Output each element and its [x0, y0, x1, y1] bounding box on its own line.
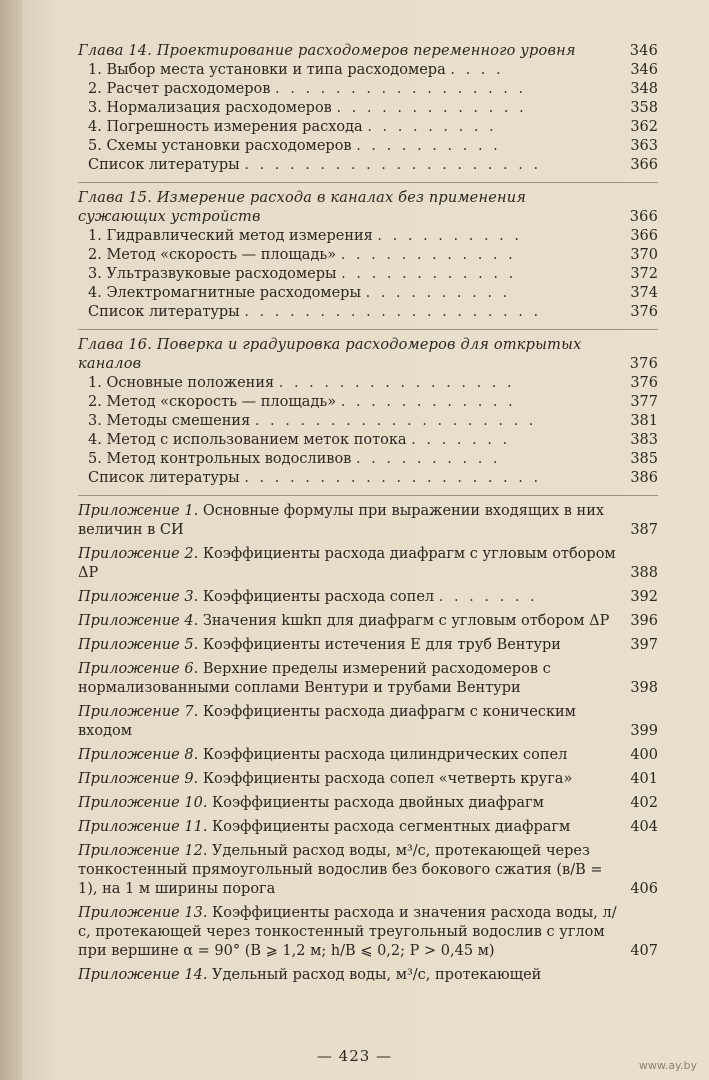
entry-text: 1. Гидравлический метод измерения	[88, 228, 373, 244]
entry-text: 3. Нормализация расходомеров	[88, 100, 332, 116]
appendix-text: Коэффициенты расхода сопел	[202, 589, 435, 605]
entry-page: 381	[630, 413, 658, 429]
appendix-text: Коэффициенты расхода двойных диафрагм	[212, 795, 544, 811]
appendix-label: Приложение 12.	[78, 843, 208, 859]
appendix-text: Основные формулы при выражении входящих в них величин в СИ	[78, 503, 605, 538]
appendix-label: Приложение 5.	[78, 637, 199, 653]
chapter-heading	[78, 336, 658, 374]
entry-page: 372	[630, 266, 658, 282]
toc-entry: 2. Метод «скорость — площадь» . . . . . . . . . . . . 377	[88, 394, 658, 410]
entry-page: 374	[630, 285, 658, 301]
toc-entry: 4. Погрешность измерения расхода . . . . . . . . . 362	[88, 119, 658, 135]
appendix-text: Значения kшkп для диафрагм с угловым отбором ΔP	[202, 613, 610, 629]
divider	[78, 329, 658, 330]
toc-entry: 2. Метод «скорость — площадь» . . . . . . . . . . . . 370	[88, 247, 658, 263]
appendix-text: Коэффициенты расхода сегментных диафрагм	[212, 819, 571, 835]
appendix-page: 392	[630, 589, 658, 605]
entry-text: 4. Электромагнитные расходомеры	[88, 285, 361, 301]
chapter-title: Глава 14. Проектирование расходомеров переменного уровня	[78, 43, 576, 59]
appendix-entry	[78, 904, 658, 961]
entry-page: 377	[630, 394, 658, 410]
entry-page: 385	[630, 451, 658, 467]
appendix-label: Приложение 8.	[78, 747, 199, 763]
appendix-entry	[78, 966, 658, 985]
entry-page: 386	[630, 470, 658, 486]
entry-text: 3. Методы смешения	[88, 413, 251, 429]
entry-page: 363	[630, 138, 658, 154]
entry-text: Список литературы	[88, 157, 240, 173]
entry-text: 3. Ультразвуковые расходомеры	[88, 266, 337, 282]
appendix-entry	[78, 842, 658, 899]
chapter-heading	[78, 189, 658, 227]
appendix-entry	[78, 818, 658, 837]
appendix-entry	[78, 746, 658, 765]
chapter-15	[78, 189, 658, 322]
entry-page: 376	[630, 375, 658, 391]
entry-text: Список литературы	[88, 304, 240, 320]
appendix-entry	[78, 703, 658, 741]
entry-page: 362	[630, 119, 658, 135]
appendix-label: Приложение 14.	[78, 967, 208, 983]
entry-text: 5. Метод контрольных водосливов	[88, 451, 352, 467]
page-number: — 423 —	[316, 1047, 393, 1065]
chapter-page: 346	[629, 43, 658, 59]
appendix-text: Коэффициенты расхода диафрагм с коническим входом	[78, 704, 576, 739]
chapter-page: 366	[629, 209, 658, 225]
toc-entry: Список литературы . . . . . . . . . . . . . . . . . . . . 366	[88, 157, 658, 173]
toc-entry: 3. Ультразвуковые расходомеры . . . . . . . . . . . . 372	[88, 266, 658, 282]
toc-entry: Список литературы . . . . . . . . . . . . . . . . . . . . 386	[88, 470, 658, 486]
entry-text: 2. Расчет расходомеров	[88, 81, 271, 97]
appendix-page: 400	[630, 747, 658, 763]
appendix-page: 396	[630, 613, 658, 629]
appendix-text: Коэффициенты истечения E для труб Вентури	[202, 637, 561, 653]
chapter-heading	[78, 42, 658, 61]
toc-entry: 3. Нормализация расходомеров . . . . . . . . . . . . . 358	[88, 100, 658, 116]
entry-text: 4. Метод с использованием меток потока	[88, 432, 407, 448]
chapter-title: Глава 15. Измерение расхода в каналах без применения сужающих устройств	[78, 190, 527, 225]
appendix-page: 407	[630, 943, 658, 959]
appendix-label: Приложение 10.	[78, 795, 208, 811]
chapter-14	[78, 42, 658, 175]
appendix-page: 406	[630, 881, 658, 897]
appendix-label: Приложение 9.	[78, 771, 199, 787]
appendix-page: 398	[630, 680, 658, 696]
divider	[78, 495, 658, 496]
appendix-entry	[78, 636, 658, 655]
appendix-text: Коэффициенты расхода и значения расхода воды, л/с, протекающей через тонкостенный треугольный водослив с углом при вершине α = 90° (B ⩾ 1,2 м; h/B ⩽ 0,2; P > 0,45 м)	[78, 905, 617, 959]
appendix-page: 387	[630, 522, 658, 538]
toc-entry: 4. Метод с использованием меток потока . . . . . . . 383	[88, 432, 658, 448]
appendix-entry	[78, 794, 658, 813]
entry-page: 346	[630, 62, 658, 78]
toc-entry: 3. Методы смешения . . . . . . . . . . . . . . . . . . . 381	[88, 413, 658, 429]
appendix-text: Коэффициенты расхода сопел «четверть круга»	[202, 771, 573, 787]
appendix-entry	[78, 612, 658, 631]
watermark: www.ay.by	[638, 1059, 697, 1072]
appendix-label: Приложение 3.	[78, 589, 199, 605]
entry-text: 1. Основные положения	[88, 375, 275, 391]
appendix-page: 404	[630, 819, 658, 835]
entry-text: 2. Метод «скорость — площадь»	[88, 394, 337, 410]
appendix-text: Удельный расход воды, м³/с, протекающей через тонкостенный прямоугольный водослив без бокового сжатия (в/B = 1), на 1 м ширины порога	[78, 843, 603, 897]
entry-text: 4. Погрешность измерения расхода	[88, 119, 363, 135]
appendix-entry	[78, 770, 658, 789]
toc-entry: 2. Расчет расходомеров . . . . . . . . . . . . . . . . . 348	[88, 81, 658, 97]
appendix-text: Коэффициенты расхода цилиндрических сопел	[202, 747, 568, 763]
divider	[78, 182, 658, 183]
appendix-text: Верхние пределы измерений расходомеров с нормализованными соплами Вентури и трубами Вентури	[78, 661, 551, 696]
appendix-entry	[78, 502, 658, 540]
entry-text: 5. Схемы установки расходомеров	[88, 138, 352, 154]
page-gutter	[0, 0, 22, 1080]
entry-page: 358	[630, 100, 658, 116]
table-of-contents	[78, 42, 658, 987]
appendix-text: Коэффициенты расхода диафрагм с угловым отбором ΔP	[78, 546, 616, 581]
appendix-label: Приложение 2.	[78, 546, 199, 562]
appendix-label: Приложение 4.	[78, 613, 199, 629]
appendix-page: 402	[630, 795, 658, 811]
appendix-label: Приложение 13.	[78, 905, 208, 921]
toc-entry: 1. Выбор места установки и типа расходомера . . . . 346	[88, 62, 658, 78]
toc-entry: 1. Основные положения . . . . . . . . . . . . . . . . 376	[88, 375, 658, 391]
entry-page: 383	[630, 432, 658, 448]
toc-entry: 5. Метод контрольных водосливов . . . . . . . . . . 385	[88, 451, 658, 467]
entry-text: 1. Выбор места установки и типа расходомера	[88, 62, 446, 78]
appendix-entry	[78, 545, 658, 583]
entry-page: 376	[630, 304, 658, 320]
appendix-label: Приложение 11.	[78, 819, 208, 835]
entry-page: 366	[630, 228, 658, 244]
entry-text: 2. Метод «скорость — площадь»	[88, 247, 337, 263]
chapter-page: 376	[629, 356, 658, 372]
appendix-page: 397	[630, 637, 658, 653]
appendix-page: 399	[630, 723, 658, 739]
toc-entry: 1. Гидравлический метод измерения . . . . . . . . . . 366	[88, 228, 658, 244]
appendix-label: Приложение 7.	[78, 704, 199, 720]
appendix-label: Приложение 6.	[78, 661, 199, 677]
toc-entry: Список литературы . . . . . . . . . . . . . . . . . . . . 376	[88, 304, 658, 320]
chapter-title: Глава 16. Поверка и градуировка расходомеров для открытых каналов	[78, 337, 582, 372]
entry-page: 370	[630, 247, 658, 263]
appendix-text: Удельный расход воды, м³/с, протекающей	[212, 967, 542, 983]
appendix-page: 401	[630, 771, 658, 787]
chapter-16	[78, 336, 658, 488]
entry-page: 348	[630, 81, 658, 97]
appendix-entry: Приложение 3. Коэффициенты расхода сопел . . . . . . . 392	[78, 589, 658, 605]
appendix-entry	[78, 660, 658, 698]
appendix-label: Приложение 1.	[78, 503, 199, 519]
toc-entry: 4. Электромагнитные расходомеры . . . . . . . . . . 374	[88, 285, 658, 301]
toc-entry: 5. Схемы установки расходомеров . . . . . . . . . . 363	[88, 138, 658, 154]
entry-page: 366	[630, 157, 658, 173]
appendix-page: 388	[630, 565, 658, 581]
entry-text: Список литературы	[88, 470, 240, 486]
